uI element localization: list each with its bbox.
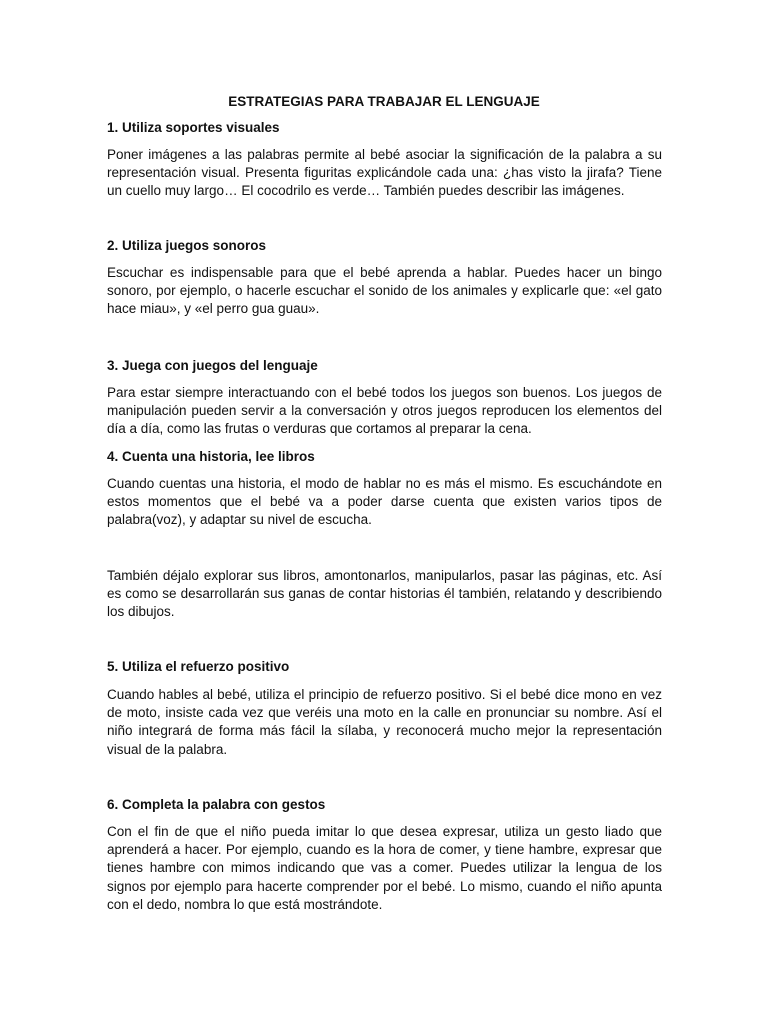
section-1-paragraph-1: Poner imágenes a las palabras permite al bebé asociar la significación de la palabra a su representación visual. Presenta figuritas explicándole cada una: ¿has visto la jirafa? Tiene un cuello muy largo… El cocodrilo es verde… También puedes describir las imágenes. xyxy=(107,147,662,199)
section-4-paragraph-2: También déjalo explorar sus libros, amontonarlos, manipularlos, pasar las páginas, etc. Así es como se desarrollarán sus ganas de contar historias él también, relatando y describiendo los dibujos. xyxy=(107,568,662,620)
section-heading-3: 3. Juega con juegos del lenguaje xyxy=(107,358,318,373)
section-heading-6: 6. Completa la palabra con gestos xyxy=(107,797,326,812)
section-6-paragraph-1: Con el fin de que el niño pueda imitar lo que desea expresar, utiliza un gesto liado que aprenderá a hacer. Por ejemplo, cuando es la hora de comer, y tiene hambre, expresar que tienes hambre con mimos indicando que vas a comer. Puedes utilizar la lengua de los signos por ejemplo para hacerte comprender por el bebé. Lo mismo, cuando el niño apunta con el dedo, nombra lo que está mostrándote. xyxy=(107,824,662,912)
section-4-paragraph-1: Cuando cuentas una historia, el modo de hablar no es más el mismo. Es escuchándote en estos momentos que el bebé va a poder darse cuenta que existen varios tipos de palabra(voz), y adaptar su nivel de escucha. xyxy=(107,476,662,528)
section-heading-4: 4. Cuenta una historia, lee libros xyxy=(107,449,315,464)
document-title: ESTRATEGIAS PARA TRABAJAR EL LENGUAJE xyxy=(228,94,540,109)
section-2-paragraph-1: Escuchar es indispensable para que el bebé aprenda a hablar. Puedes hacer un bingo sonoro, por ejemplo, o hacerle escuchar el sonido de los animales y explicarle que: «el gato hace miau», y «el perro gua guau». xyxy=(107,265,662,317)
section-5-paragraph-1: Cuando hables al bebé, utiliza el principio de refuerzo positivo. Si el bebé dice mono en vez de moto, insiste cada vez que veréis una moto en la calle en pronunciar su nombre. Así el niño integrará de forma más fácil la sílaba, y reconocerá mucho mejor la representación visual de la palabra. xyxy=(107,687,662,757)
section-3-paragraph-1: Para estar siempre interactuando con el bebé todos los juegos son buenos. Los juegos de manipulación pueden servir a la conversación y otros juegos reproducen los elementos del día a día, como las frutas o verduras que cortamos al preparar la cena. xyxy=(107,385,662,437)
section-heading-5: 5. Utiliza el refuerzo positivo xyxy=(107,659,290,674)
section-heading-1: 1. Utiliza soportes visuales xyxy=(107,120,280,135)
section-heading-2: 2. Utiliza juegos sonoros xyxy=(107,238,267,253)
